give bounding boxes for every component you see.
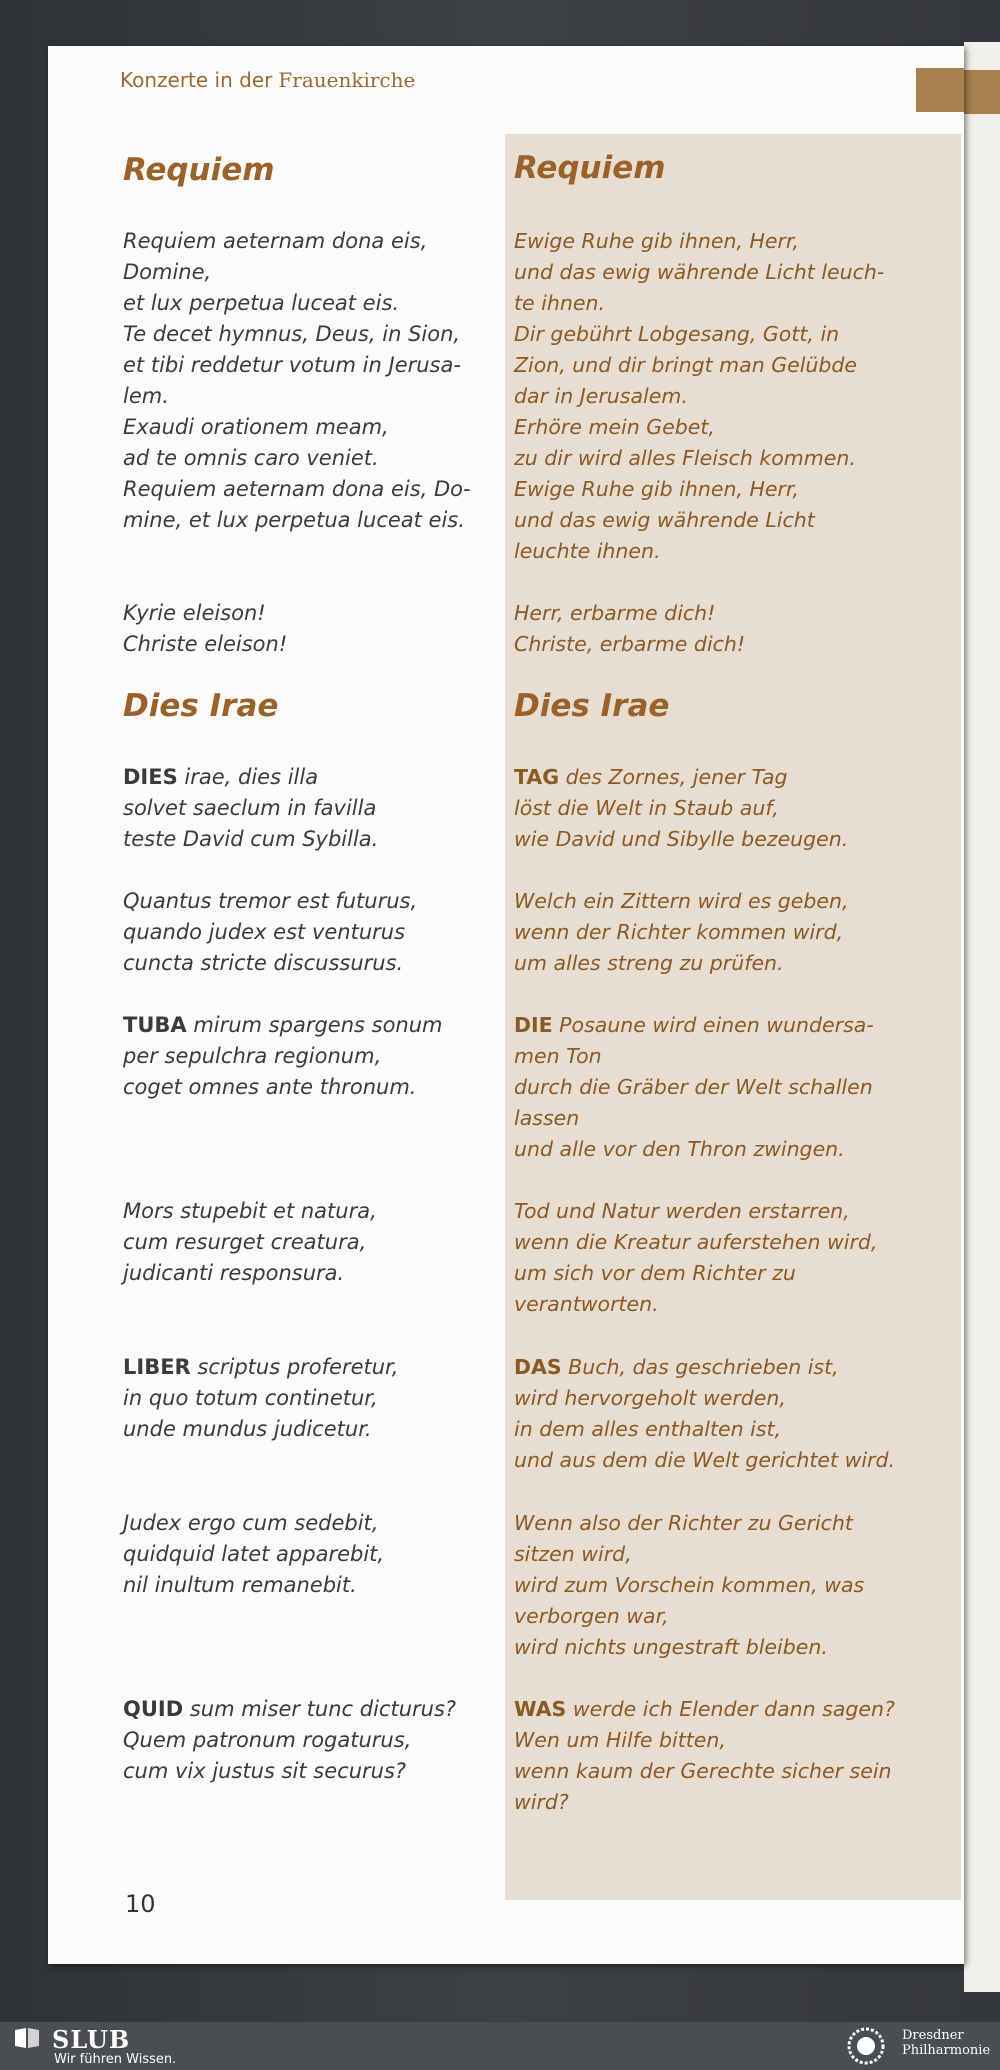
latin-stanza: TUBA mirum spargens sonum per sepulchra regionum, coget omnes ante thronum.: [123, 1013, 443, 1099]
partner-line-1: Dresdner: [902, 2028, 964, 2043]
booklet-page: [48, 46, 964, 1964]
german-stanza: DAS Buch, das geschrieben ist, wird hervorgeholt werden, in dem alles enthalten ist, und aus dem die Welt gerichtet wird.: [514, 1355, 895, 1472]
partner-name[interactable]: [902, 2028, 990, 2058]
philharmonie-logo-icon: [846, 2026, 886, 2066]
latin-stanza: Quantus tremor est futurus, quando judex est venturus cuncta stricte discussurus.: [123, 889, 418, 975]
header-venue: Frauenkirche: [278, 68, 416, 92]
german-title-dies-irae: Dies Irae: [514, 688, 670, 724]
latin-stanza: QUID sum miser tunc dicturus? Quem patronum rogaturus, cum vix justus sit securus?: [123, 1697, 457, 1783]
latin-stanza: Requiem aeternam dona eis, Domine, et lux perpetua luceat eis. Te decet hymnus, Deus, in Sion, et tibi reddetur votum in Jerusa- lem. Exaudi orationem meam, ad te omnis caro veniet. Requiem aeternam dona eis, Do- mine, et lux perpetua luceat eis.: [123, 229, 471, 532]
latin-stanza: LIBER scriptus proferetur, in quo totum continetur, unde mundus judicetur.: [123, 1355, 399, 1441]
next-page-tab: [964, 70, 1000, 114]
header-series: Konzerte in der: [120, 68, 273, 92]
german-stanza: WAS werde ich Elender dann sagen? Wen um Hilfe bitten, wenn kaum der Gerechte sicher sein wird?: [514, 1697, 895, 1814]
latin-title-dies-irae: Dies Irae: [123, 688, 279, 724]
german-title-requiem: Requiem: [514, 150, 666, 186]
german-stanza: Wenn also der Richter zu Gericht sitzen wird, wird zum Vorschein kommen, was verborgen war, wird nichts ungestraft bleiben.: [514, 1511, 865, 1659]
latin-title-requiem: Requiem: [123, 152, 275, 188]
latin-stanza: Kyrie eleison! Christe eleison!: [123, 601, 288, 656]
german-stanza: Welch ein Zittern wird es geben, wenn der Richter kommen wird, um alles streng zu prüfen.: [514, 889, 849, 975]
partner-line-2: Philharmonie: [902, 2043, 991, 2058]
german-stanza: Tod und Natur werden erstarren, wenn die Kreatur auferstehen wird, um sich vor dem Richter zu verantworten.: [514, 1199, 878, 1316]
header-tab: [916, 68, 964, 112]
library-tagline: Wir führen Wissen.: [54, 2052, 177, 2067]
latin-stanza: Mors stupebit et natura, cum resurget creatura, judicanti responsura.: [123, 1199, 377, 1285]
german-stanza: DIE Posaune wird einen wundersa- men Ton durch die Gräber der Welt schallen lassen und alle vor den Thron zwingen.: [514, 1013, 874, 1161]
german-stanza: Ewige Ruhe gib ihnen, Herr, und das ewig währende Licht leuch- te ihnen. Dir gebührt Lobgesang, Gott, in Zion, und dir bringt man Gelübde dar in Jerusalem. Erhöre mein Gebet, zu dir wird alles Fleisch kommen. Ewige Ruhe gib ihnen, Herr, und das ewig währende Licht leuchte ihnen.: [514, 229, 885, 563]
book-icon: [14, 2027, 40, 2049]
viewer-footer: [0, 2022, 1000, 2070]
latin-stanza: DIES irae, dies illa solvet saeclum in favilla teste David cum Sybilla.: [123, 765, 379, 851]
german-stanza: Herr, erbarme dich! Christe, erbarme dich!: [514, 601, 746, 656]
german-stanza: TAG des Zornes, jener Tag löst die Welt in Staub auf, wie David und Sibylle bezeugen.: [514, 765, 849, 851]
next-page-edge: [964, 42, 1000, 1992]
running-header: [120, 68, 415, 92]
page-number: 10: [125, 1890, 156, 1918]
latin-stanza: Judex ergo cum sedebit, quidquid latet apparebit, nil inultum remanebit.: [123, 1511, 385, 1597]
library-name[interactable]: SLUB: [52, 2025, 131, 2054]
